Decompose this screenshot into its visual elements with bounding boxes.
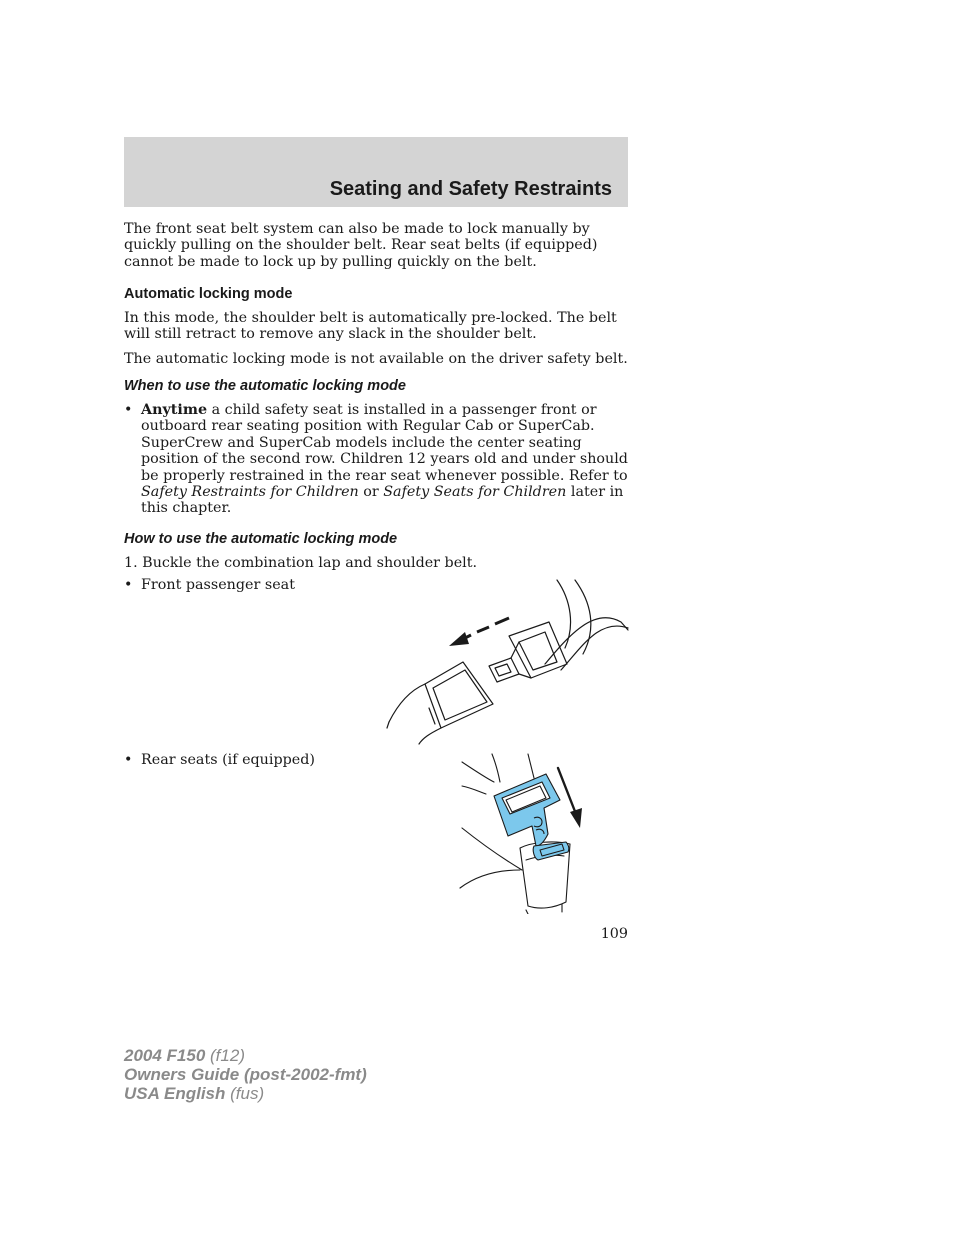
page-number: 109 — [600, 926, 628, 942]
front-seat-bullet — [124, 577, 424, 595]
rear-seat-bullet — [124, 752, 424, 770]
footer-model-code: (f12) — [205, 1046, 245, 1065]
footer-language: USA English — [124, 1084, 226, 1103]
anytime-bold: Anytime — [141, 402, 208, 418]
heading-automatic-locking-mode: Automatic locking mode — [124, 286, 293, 302]
section1-para2 — [124, 351, 628, 367]
ref-safety-restraints: Safety Restraints for Children — [141, 484, 359, 501]
anytime-bullet-text — [141, 402, 631, 517]
rear-seat-label: Rear seats (if equipped) — [141, 752, 315, 768]
step-1-text: 1. Buckle the combination lap and shoulder belt. — [124, 555, 478, 571]
intro-text: The front seat belt system can also be made to lock manually by quickly pulling on the shoulder belt. Rear seat belts (if equipped) cannot be made to lock up by pulling quickly on the belt. — [124, 221, 598, 270]
bullet-dot: • — [124, 402, 133, 418]
anytime-or: or — [358, 484, 384, 501]
footer-guide: Owners Guide (post-2002-fmt) — [124, 1065, 367, 1084]
footer-model: 2004 F150 — [124, 1046, 206, 1065]
anytime-text2: later in this chapter. — [141, 484, 624, 517]
bullet-dot: • — [124, 752, 133, 768]
footer — [124, 1046, 367, 1103]
anytime-text1: a child safety seat is installed in a passenger front or outboard rear seating position with Regular Cab or SuperCab. SuperCrew and SuperCab models include the center seating position of the second row. Children 12 years old and under should be properly restrained in the rear seat whenever possible. Refer to — [141, 402, 628, 484]
section1-para1 — [124, 310, 628, 343]
heading-when-to-use: When to use the automatic locking mode — [124, 378, 406, 394]
footer-language-code: (fus) — [225, 1084, 265, 1103]
header-band — [124, 137, 628, 207]
anytime-bullet — [124, 402, 628, 520]
footer-line-1 — [124, 1046, 367, 1065]
front-buckle-illustration — [385, 578, 630, 746]
section1-para2-text: The automatic locking mode is not available on the driver safety belt. — [124, 351, 628, 367]
heading-how-to-use: How to use the automatic locking mode — [124, 531, 398, 547]
page-title: Seating and Safety Restraints — [329, 178, 612, 200]
intro-paragraph — [124, 221, 628, 270]
footer-line-3 — [124, 1084, 367, 1103]
section1-para1-text: In this mode, the shoulder belt is automatically pre-locked. The belt will still retract to remove any slack in the shoulder belt. — [124, 310, 617, 343]
step-1 — [124, 555, 628, 571]
ref-safety-seats: Safety Seats for Children — [383, 484, 567, 501]
rear-buckle-illustration — [458, 752, 588, 914]
footer-line-2 — [124, 1065, 367, 1084]
bullet-dot: • — [124, 577, 133, 593]
front-seat-label: Front passenger seat — [141, 577, 295, 593]
